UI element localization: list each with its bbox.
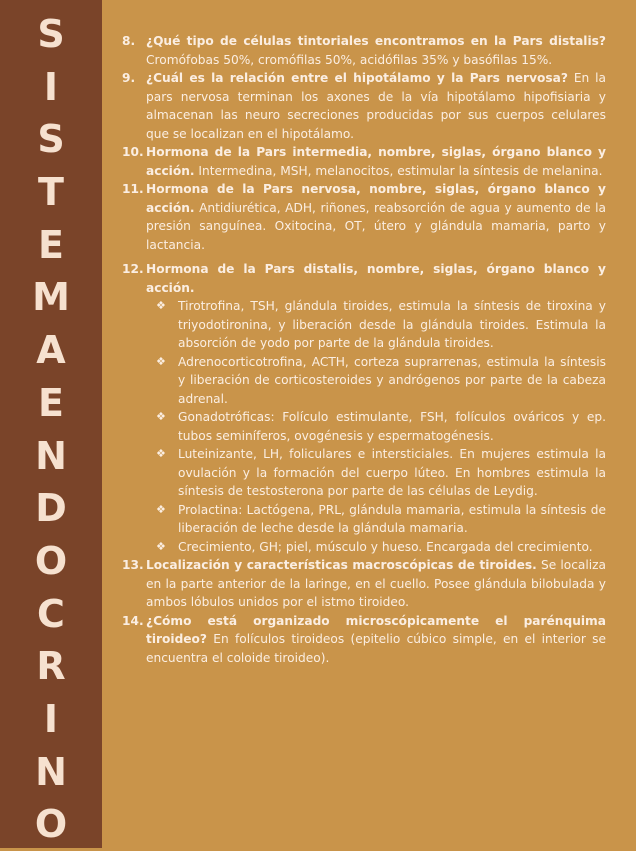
title-letter: S: [37, 12, 65, 56]
answer-text: En la pars nervosa terminan los axones de la vía hipotálamo hipofisiaria y almacenan las neuro secreciones producidas por sus cuerpos celulares que se localizan en el hipotálamo.: [146, 71, 607, 141]
question-item-10: [122, 143, 606, 180]
hormone-item: [156, 501, 606, 538]
hormone-item: [156, 408, 606, 445]
sidebar: [0, 0, 102, 848]
question-text: ¿Cómo está organizado microscópicamente el parénquima tiroideo?: [146, 613, 606, 646]
title-letter: E: [38, 380, 64, 425]
item-number: 12.: [122, 262, 144, 276]
title-letter: A: [36, 328, 66, 373]
hormone-text: Gonadotróficas: Folículo estimulante, FSH, folículos ováricos y ep. tubos seminíferos, ovogénesis y espermatogénesis.: [178, 410, 606, 443]
title-letter: T: [38, 170, 64, 215]
hormone-text: Luteinizante, LH, foliculares e intersticiales. En mujeres estimula la ovulación y la formación del cuerpo lúteo. En hombres estimula la síntesis de testosterona por parte de las células de Leydig.: [178, 447, 606, 498]
question-item-13: [122, 556, 606, 612]
answer-text: En folículos tiroideos (epitelio cúbico simple, en el interior se encuentra el coloide tiroideo).: [146, 632, 606, 665]
question-item-11: [122, 180, 606, 254]
hormone-item: [156, 445, 606, 501]
item-body: [146, 32, 606, 69]
title-letter: D: [35, 486, 67, 531]
question-text: Localización y características macroscópicas de tiroides.: [146, 558, 537, 572]
hormone-text: Crecimiento, GH; piel, músculo y hueso. Encargada del crecimiento.: [178, 539, 593, 554]
diamond-bullet-icon: ❖: [156, 539, 166, 553]
diamond-bullet-icon: ❖: [156, 502, 166, 516]
item-number: 13.: [122, 558, 144, 572]
question-list: [122, 32, 606, 667]
item-body: [146, 612, 606, 668]
answer-text: Se localiza en la parte anterior de la laringe, en el cuello. Posee glándula bilobulada y ambos lóbulos unidos por el istmo tiroideo.: [146, 558, 607, 609]
hormone-text: Tirotrofina, TSH, glándula tiroides, estimula la síntesis de tiroxina y triyodotironina, y liberación desde la glándula tiroides. Estimula la absorción de yodo por parte de la glándula tiroides.: [178, 299, 606, 350]
question-item-9: [122, 69, 606, 143]
hormone-item: [156, 353, 606, 409]
hormone-item: [156, 538, 606, 557]
title-letter: C: [37, 591, 65, 636]
question-text: Hormona de la Pars nervosa, nombre, siglas, órgano blanco y acción.: [146, 182, 606, 215]
title-letter: I: [43, 64, 59, 109]
question-item-8: [122, 32, 606, 69]
question-item-12: [122, 260, 606, 297]
hormone-item: [156, 297, 606, 353]
diamond-bullet-icon: ❖: [156, 447, 166, 460]
title-letter: O: [34, 802, 68, 847]
question-text: ¿Qué tipo de células tintoriales encontramos en la Pars distalis?: [146, 34, 606, 48]
title-letter: M: [32, 275, 70, 320]
hormone-text: Adrenocorticotrofina, ACTH, corteza suprarrenas, estimula la síntesis y liberación de corticosteroides y andrógenos por parte de la cabeza adrenal.: [178, 354, 606, 406]
answer-text: Antidiurética, ADH, riñones, reabsorción de agua y aumento de la presión sanguínea. Oxitocina, OT, útero y glándula mamaria, parto y lactancia.: [146, 200, 607, 252]
item-body: [146, 260, 606, 297]
item-body: [146, 180, 606, 254]
item-number: 9.: [122, 71, 136, 85]
item-body: [146, 143, 606, 180]
diamond-bullet-icon: ❖: [156, 299, 166, 312]
item-body: [146, 556, 606, 612]
title-letter: S: [37, 117, 65, 162]
item-body: [146, 69, 606, 143]
title-letter: E: [38, 222, 64, 267]
item-number: 8.: [122, 34, 136, 48]
title-letter: N: [35, 433, 67, 478]
question-item-14: [122, 612, 606, 668]
question-text: ¿Cuál es la relación entre el hipotálamo y la Pars nervosa?: [146, 71, 568, 85]
diamond-bullet-icon: ❖: [156, 354, 166, 368]
vertical-title: [0, 8, 102, 851]
title-letter: I: [43, 696, 59, 741]
title-letter: O: [34, 538, 68, 583]
title-letter: N: [35, 749, 67, 794]
answer-text: Cromófobas 50%, cromófilas 50%, acidófilas 35% y basófilas 15%.: [146, 52, 553, 67]
hormone-list: [122, 297, 606, 556]
answer-text: Intermedina, MSH, melanocitos, estimular la síntesis de melanina.: [198, 163, 603, 178]
item-number: 11.: [122, 182, 144, 196]
item-number: 10.: [122, 145, 144, 159]
question-text: Hormona de la Pars distalis, nombre, siglas, órgano blanco y acción.: [146, 262, 606, 295]
item-number: 14.: [122, 613, 144, 628]
diamond-bullet-icon: ❖: [156, 410, 166, 423]
question-text: Hormona de la Pars intermedia, nombre, siglas, órgano blanco y acción.: [146, 145, 606, 178]
hormone-text: Prolactina: Lactógena, PRL, glándula mamaria, estimula la síntesis de liberación de leche desde la glándula mamaria.: [178, 502, 606, 535]
title-letter: R: [36, 644, 66, 689]
